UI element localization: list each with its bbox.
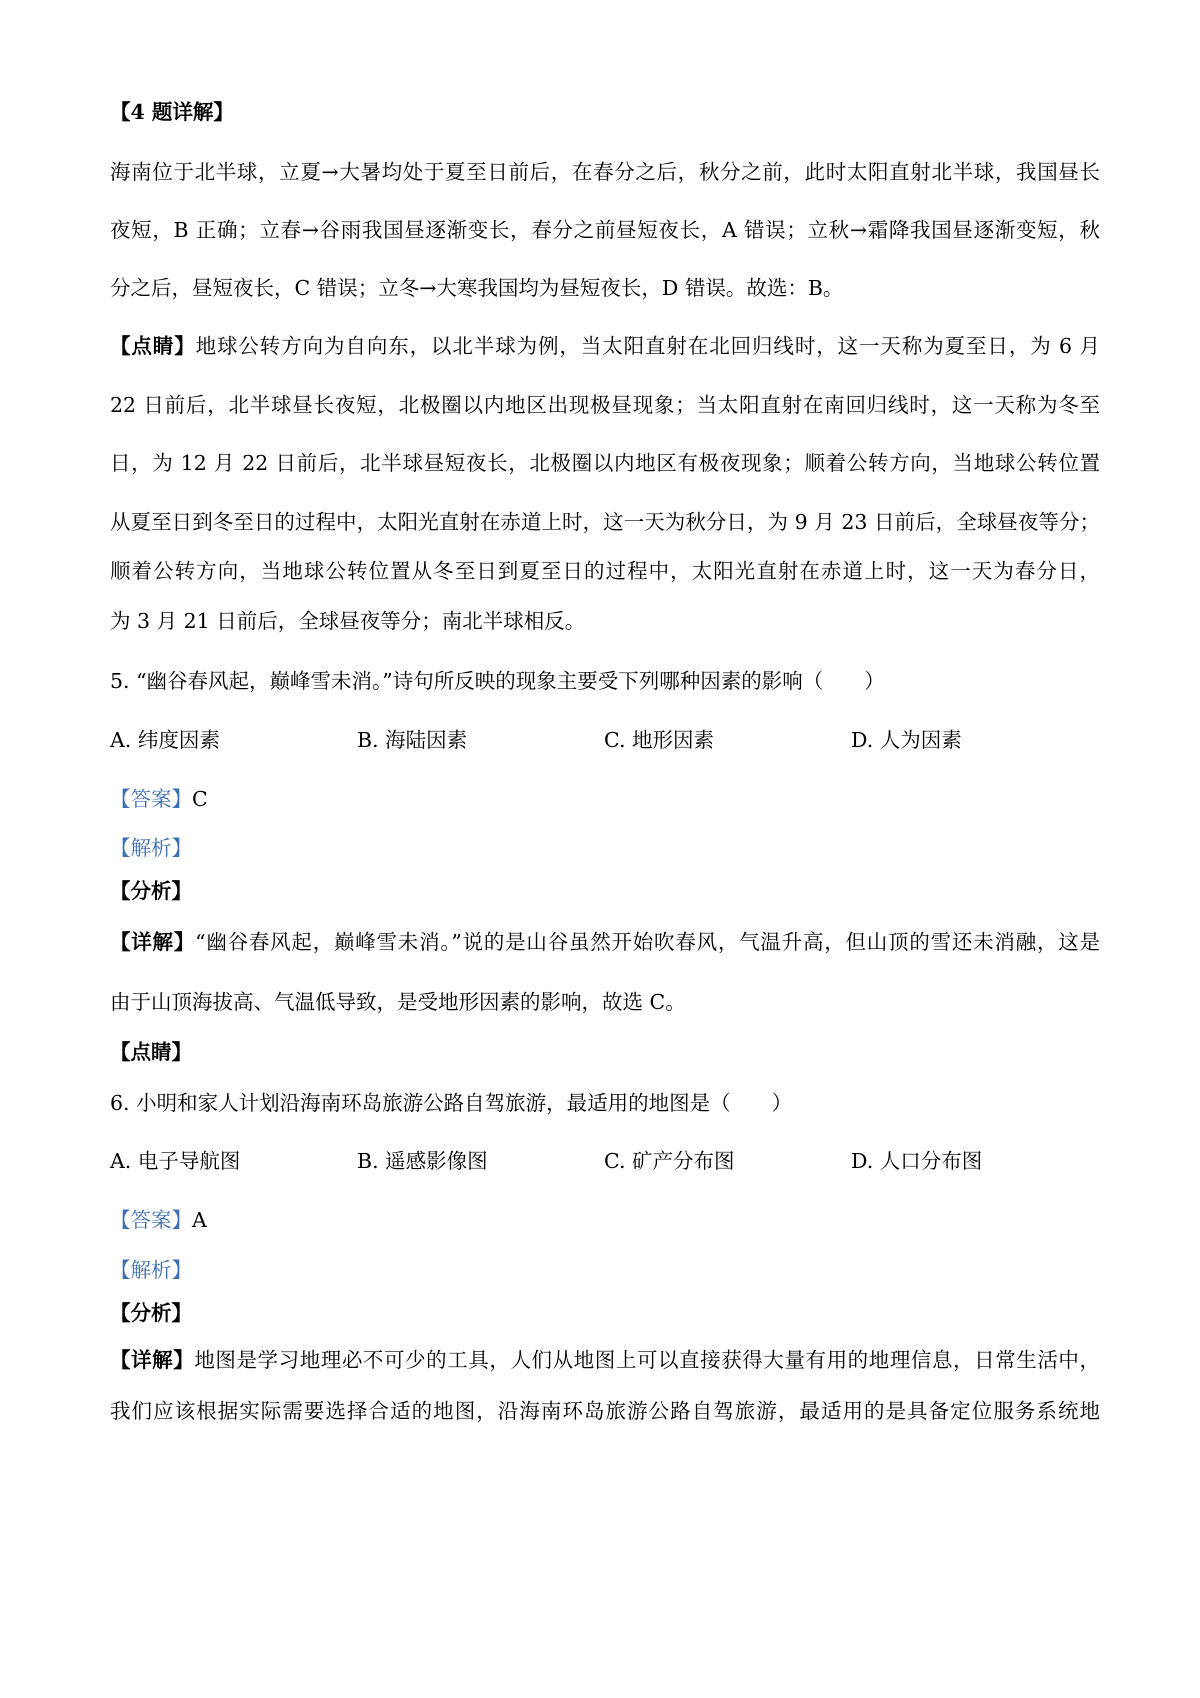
q5-answer	[110, 785, 1100, 813]
q6-detail-line-1	[110, 1346, 1100, 1374]
q6-option-d: D. 人口分布图	[851, 1149, 983, 1173]
dianjing-line-5: 顺着公转方向，当地球公转位置从冬至日到夏至日的过程中，太阳光直射在赤道上时，这一天为春分日，	[110, 559, 1100, 583]
section-4-line-3: 分之后，昼短夜长，C 错误；立冬→大寒我国均为昼短夜长，D 错误。故选：B。	[110, 276, 844, 300]
q5-detail-label: 【详解】	[110, 930, 196, 954]
q6-jiexi: 【解析】	[110, 1258, 192, 1282]
q6-fenxi: 【分析】	[110, 1301, 192, 1325]
section-4-line-2: 夜短，B 正确；立春→谷雨我国昼逐渐变长，春分之前昼短夜长，A 错误；立秋→霜降我国昼逐渐变短，秋	[110, 218, 1100, 242]
q5-dianjing: 【点睛】	[110, 1040, 192, 1064]
q5-option-d: D. 人为因素	[851, 728, 962, 752]
dianjing-line-2: 22 日前后，北半球昼长夜短，北极圈以内地区出现极昼现象；当太阳直射在南回归线时，这一天称为冬至	[110, 393, 1100, 417]
q5-jiexi: 【解析】	[110, 836, 192, 860]
dianjing-line-3: 日，为 12 月 22 日前后，北半球昼短夜长，北极圈以内地区有极夜现象；顺着公转方向，当地球公转位置	[110, 451, 1100, 475]
q5-answer-value: C	[192, 787, 208, 811]
q5-option-c: C. 地形因素	[604, 728, 714, 752]
q5-detail-line-1	[110, 928, 1100, 956]
q6-answer-label: 【答案】	[110, 1208, 192, 1232]
q5-option-a: A. 纬度因素	[110, 728, 220, 752]
dianjing-line-6: 为 3 月 21 日前后，全球昼夜等分；南北半球相反。	[110, 609, 586, 633]
q6-answer-value: A	[192, 1208, 207, 1232]
q6-option-a: A. 电子导航图	[110, 1149, 241, 1173]
q5-option-b: B. 海陆因素	[357, 728, 468, 752]
dianjing-line-4: 从夏至日到冬至日的过程中，太阳光直射在赤道上时，这一天为秋分日，为 9 月 23 日前后，全球昼夜等分；	[110, 510, 1100, 534]
dianjing-text-1: 地球公转方向为自向东，以北半球为例，当太阳直射在北回归线时，这一天称为夏至日，为 6 月	[195, 334, 1101, 358]
q6-detail-text-1: 地图是学习地理必不可少的工具，人们从地图上可以直接获得大量有用的地理信息，日常生活中，	[194, 1348, 1101, 1372]
question-6: 6. 小明和家人计划沿海南环岛旅游公路自驾旅游，最适用的地图是（ ）	[110, 1091, 793, 1115]
question-5: 5. “幽谷春风起，巅峰雪未消。”诗句所反映的现象主要受下列哪种因素的影响（ ）	[110, 669, 885, 693]
q6-detail-label: 【详解】	[110, 1348, 195, 1372]
q6-detail-line-2: 我们应该根据实际需要选择合适的地图，沿海南环岛旅游公路自驾旅游，最适用的是具备定位服务系统地	[110, 1399, 1100, 1423]
section-4-line-1: 海南位于北半球，立夏→大暑均处于夏至日前后，在春分之后，秋分之前，此时太阳直射北半球，我国昼长	[110, 160, 1100, 184]
q5-detail-text-1: “幽谷春风起，巅峰雪未消。”说的是山谷虽然开始吹春风，气温升高，但山顶的雪还未消融，这是	[195, 930, 1100, 954]
q5-answer-label: 【答案】	[110, 787, 192, 811]
q5-fenxi: 【分析】	[110, 879, 192, 903]
dianjing-label: 【点睛】	[110, 334, 196, 358]
dianjing-line-1	[110, 332, 1100, 360]
q6-answer	[110, 1206, 1100, 1234]
q6-option-b: B. 遥感影像图	[357, 1149, 488, 1173]
section-4-heading: 【4 题详解】	[110, 100, 234, 124]
q5-detail-line-2: 由于山顶海拔高、气温低导致，是受地形因素的影响，故选 C。	[110, 990, 686, 1014]
q6-option-c: C. 矿产分布图	[604, 1149, 735, 1173]
